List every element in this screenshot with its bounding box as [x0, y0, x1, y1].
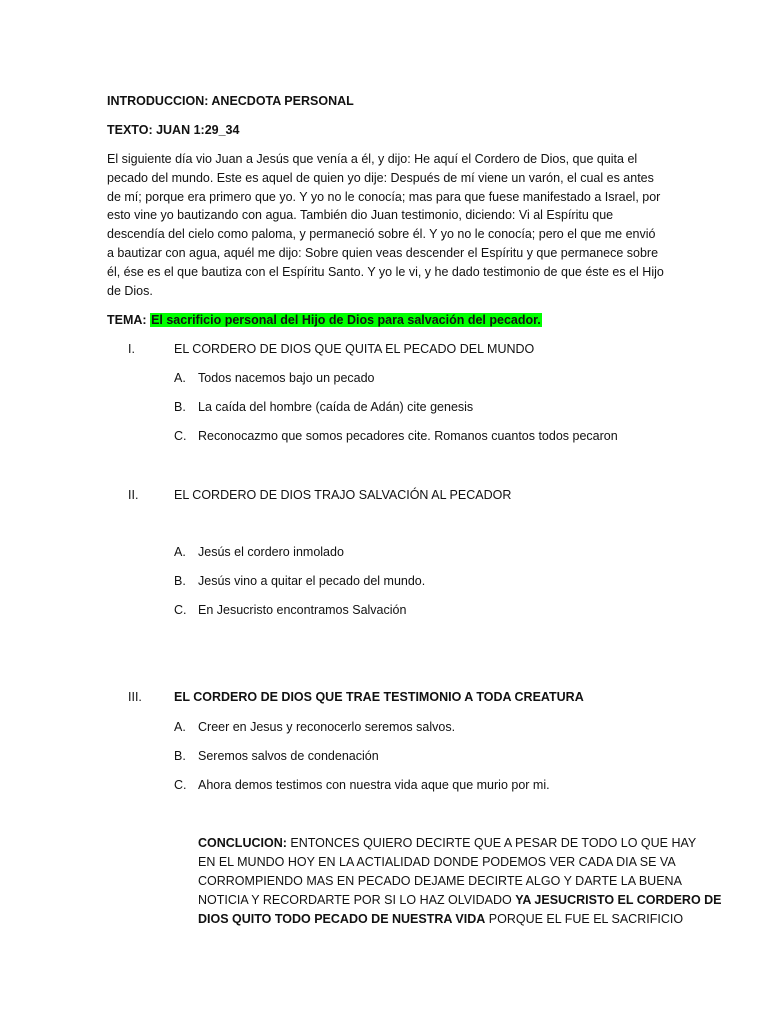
item-text: Jesús el cordero inmolado — [198, 545, 344, 559]
section-title: EL CORDERO DE DIOS QUE QUITA EL PECADO DEL MUNDO — [174, 342, 535, 356]
item-letter: B. — [174, 574, 186, 588]
item-text: Jesús vino a quitar el pecado del mundo. — [198, 574, 426, 588]
item-letter: C. — [174, 429, 187, 443]
section-title: EL CORDERO DE DIOS TRAJO SALVACIÓN AL PECADOR — [174, 488, 512, 502]
item-text: Reconocazmo que somos pecadores cite. Romanos cuantos todos pecaron — [198, 429, 618, 443]
conclusion-text: PORQUE EL FUE EL SACRIFICIO — [485, 912, 684, 926]
paragraph-line: esto vine yo bautizando con agua. También dio Juan testimonio, diciendo: Vi al Espíritu que — [107, 208, 614, 223]
section-title: EL CORDERO DE DIOS QUE TRAE TESTIMONIO A TODA CREATURA — [174, 690, 584, 704]
section-number: I. — [128, 342, 135, 356]
item-letter: A. — [174, 545, 186, 559]
scripture-paragraph — [107, 150, 667, 300]
intro-heading: INTRODUCCION: ANECDOTA PERSONAL — [107, 94, 354, 108]
conclusion-text: ENTONCES QUIERO DECIRTE QUE A PESAR DE TODO LO QUE HAY — [290, 836, 697, 850]
tema-line — [107, 311, 542, 330]
section-number: III. — [128, 690, 142, 704]
item-text: Ahora demos testimos con nuestra vida aque que murio por mi. — [198, 778, 550, 792]
conclusion-text: NOTICIA Y RECORDARTE POR SI LO HAZ OLVIDADO — [198, 893, 516, 907]
item-text: Todos nacemos bajo un pecado — [198, 371, 375, 385]
paragraph-line: a bautizar con agua, aquél me dijo: Sobre quien veas descender el Espíritu y que permanece sobre — [107, 245, 659, 260]
item-letter: C. — [174, 603, 187, 617]
conclusion-line — [198, 910, 684, 929]
paragraph-line: El siguiente día vio Juan a Jesús que venía a él, y dijo: He aquí el Cordero de Dios, que quita el — [107, 152, 638, 166]
tema-label: TEMA: — [107, 313, 147, 327]
paragraph-line: él, ése es el que bautiza con el Espíritu Santo. Y yo le vi, y he dado testimonio de que éste es el Hijo — [107, 264, 664, 279]
conclusion-line — [198, 891, 722, 910]
item-text: La caída del hombre (caída de Adán) cite genesis — [198, 400, 474, 414]
item-letter: C. — [174, 778, 187, 792]
conclusion-label: CONCLUCION: — [198, 836, 287, 850]
item-letter: B. — [174, 749, 186, 763]
item-text: Seremos salvos de condenación — [198, 749, 379, 763]
conclusion-block — [198, 834, 722, 929]
item-letter: A. — [174, 371, 186, 385]
paragraph-line: de Dios. — [107, 283, 153, 298]
conclusion-line — [198, 834, 697, 853]
paragraph-line: descendía del cielo como paloma, y permaneció sobre él. Y yo no le conocía; pero el que me envió — [107, 227, 656, 242]
tema-highlight: El sacrificio personal del Hijo de Dios para salvación del pecador. — [151, 313, 541, 327]
section-number: II. — [128, 488, 139, 502]
paragraph-line: de mí; porque era primero que yo. Y yo no le conocía; mas para que fuese manifestado a Israel, por — [107, 189, 661, 204]
item-letter: A. — [174, 720, 186, 734]
texto-heading: TEXTO: JUAN 1:29_34 — [107, 123, 240, 137]
item-text: En Jesucristo encontramos Salvación — [198, 603, 407, 617]
paragraph-line: pecado del mundo. Este es aquel de quien yo dije: Después de mí viene un varón, el cual es antes — [107, 170, 654, 185]
conclusion-bold-text: YA JESUCRISTO EL CORDERO DE — [515, 893, 722, 907]
conclusion-line: EN EL MUNDO HOY EN LA ACTIALIDAD DONDE PODEMOS VER CADA DIA SE VA — [198, 855, 676, 869]
conclusion-line: CORROMPIENDO MAS EN PECADO DEJAME DECIRTE ALGO Y DARTE LA BUENA — [198, 874, 682, 888]
conclusion-bold-text: DIOS QUITO TODO PECADO DE NUESTRA VIDA — [198, 912, 486, 926]
item-letter: B. — [174, 400, 186, 414]
item-text: Creer en Jesus y reconocerlo seremos salvos. — [198, 720, 456, 734]
